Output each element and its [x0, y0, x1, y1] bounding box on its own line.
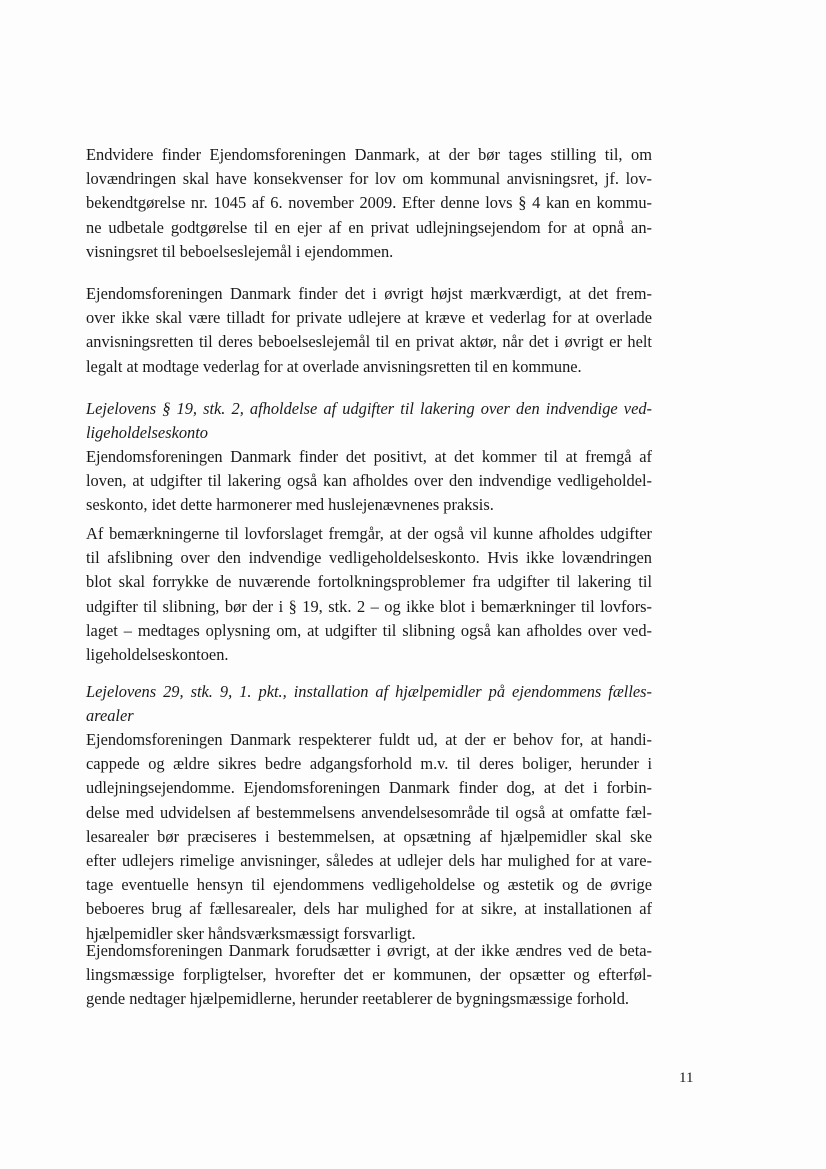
text-line: laget – medtages oplysning om, at udgifter til slibning også kan afholdes over ved- — [86, 620, 652, 640]
text-line: lingsmæssige forpligtelser, hvorefter det er kommunen, der opsætter og efterføl- — [86, 965, 652, 985]
text-line: gende nedtager hjælpemidlerne, herunder reetablerer de bygningsmæssige forhold. — [86, 989, 629, 1009]
paragraph-handicappede — [86, 728, 652, 946]
paragraph-betalingsforpligtelser — [86, 939, 652, 1012]
heading-line: arealer — [86, 706, 134, 726]
text-line: cappede og ældre sikres bedre adgangsforhold m.v. til deres boliger, herunder i — [86, 754, 652, 774]
text-line: efter udlejers rimelige anvisninger, således at udlejer dels har mulighed for at vare- — [86, 850, 652, 870]
text-line: blot skal forrykke de nuværende fortolkningsproblemer fra udgifter til lakering til — [86, 572, 652, 592]
paragraph-lovaendring-anvisningsret — [86, 143, 652, 264]
heading-line: Lejelovens 29, stk. 9, 1. pkt., installation af hjælpemidler på ejendommens fælles- — [86, 682, 652, 701]
section-heading-lakering — [86, 397, 652, 445]
text-line: ne udbetale godtgørelse til en ejer af en privat udlejningsejendom for at opnå an- — [86, 217, 652, 237]
heading-line: Lejelovens § 19, stk. 2, afholdelse af udgifter til lakering over den indvendige ved- — [86, 399, 652, 418]
text-line: legalt at modtage vederlag for at overlade anvisningsretten til en kommune. — [86, 356, 582, 376]
paragraph-vederlag-anvisningsret — [86, 282, 652, 379]
text-line: seskonto, idet dette harmonerer med huslejenævnenes praksis. — [86, 495, 494, 515]
text-line: lovændringen skal have konsekvenser for lov om kommunal anvisningsret, jf. lov- — [86, 169, 652, 189]
text-line: til afslibning over den indvendige vedligeholdelseskonto. Hvis ikke lovændringen — [86, 548, 652, 568]
text-line: udlejningsejendomme. Ejendomsforeningen Danmark finder dog, at det i forbin- — [86, 778, 652, 798]
paragraph-lakering-positivt — [86, 445, 652, 518]
text-line: delse med udvidelsen af bestemmelsens anvendelsesområde til også at omfatte fæl- — [86, 802, 652, 822]
text-line: loven, at udgifter til lakering også kan afholdes over den indvendige vedligeholdel- — [86, 471, 652, 491]
text-line: Endvidere finder Ejendomsforeningen Danmark, at der bør tages stilling til, om — [86, 145, 652, 164]
text-line: Ejendomsforeningen Danmark finder det i øvrigt højst mærkværdigt, at det frem- — [86, 284, 652, 303]
paragraph-afslibning — [86, 522, 652, 667]
text-line: Af bemærkningerne til lovforslaget fremgår, at der også vil kunne afholdes udgifter — [86, 524, 652, 543]
text-line: tage eventuelle hensyn til ejendommens vedligeholdelse og æstetik og de øvrige — [86, 875, 652, 895]
section-heading-hjaelpemidler — [86, 680, 652, 728]
text-line: over ikke skal være tilladt for private udlejere at kræve et vederlag for at overlade — [86, 308, 652, 328]
text-line: lesarealer bør præciseres i bestemmelsen, at opsætning af hjælpemidler skal ske — [86, 826, 652, 846]
text-line: Ejendomsforeningen Danmark respekterer fuldt ud, at der er behov for, at handi- — [86, 730, 652, 749]
text-line: Ejendomsforeningen Danmark finder det positivt, at det kommer til at fremgå af — [86, 447, 652, 466]
text-line: visningsret til beboelseslejemål i ejendommen. — [86, 241, 394, 261]
text-line: anvisningsretten til deres beboelseslejemål til en privat aktør, når det i øvrigt er helt — [86, 332, 652, 352]
text-line: udgifter til slibning, bør der i § 19, stk. 2 – og ikke blot i bemærkninger til lovfors- — [86, 596, 652, 616]
page-number: 11 — [679, 1070, 694, 1086]
text-line: beboeres brug af fællesarealer, dels har mulighed for at sikre, at installationen af — [86, 899, 652, 919]
text-line: ligeholdelseskontoen. — [86, 644, 229, 664]
heading-line: ligeholdelseskonto — [86, 423, 208, 443]
text-line: Ejendomsforeningen Danmark forudsætter i øvrigt, at der ikke ændres ved de beta- — [86, 941, 652, 960]
text-line: bekendtgørelse nr. 1045 af 6. november 2009. Efter denne lovs § 4 kan en kommu- — [86, 193, 652, 213]
text-line: hjælpemidler sker håndsværksmæssigt forsvarligt. — [86, 923, 416, 943]
